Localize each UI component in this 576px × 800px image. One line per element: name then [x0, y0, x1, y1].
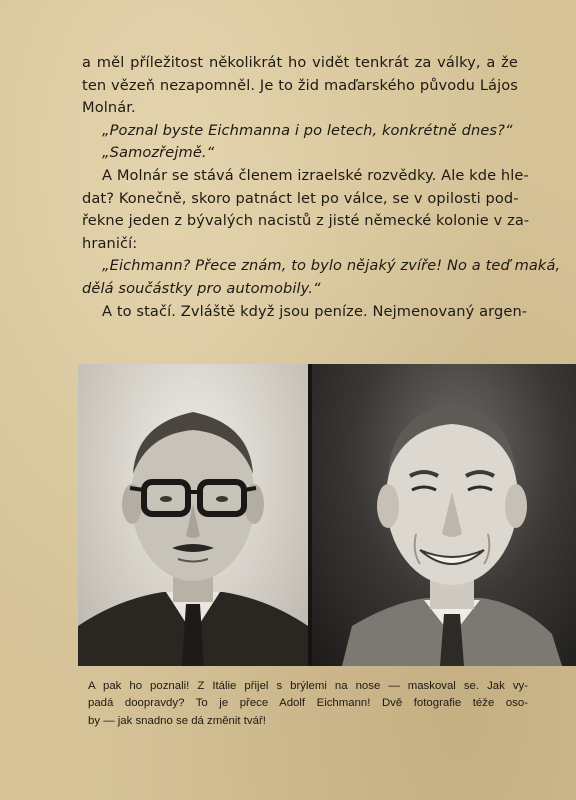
text-line: A to stačí. Zvláště když jsou peníze. Nejmenovaný argen- [102, 302, 528, 320]
text-line: a měl příležitost několikrát ho vidět tenkrát za války, a že [82, 54, 518, 71]
text-line: A Molnár se stává členem izraelské rozvědky. Ale kde hle- [102, 166, 529, 184]
quote-line: „Poznal byste Eichmanna i po letech, konkrétně dnes?“ [102, 121, 513, 139]
text-line: hraničí: [82, 234, 138, 252]
caption-line: A pak ho poznali! Z Itálie přijel s brýlemi na nose — maskoval se. Jak vy- [88, 680, 528, 692]
quote-line: „Eichmann? Přece znám, to bylo nějaký zvíře! No a teď maká, [102, 257, 561, 275]
caption-line: padá doopravdy? To je přece Adolf Eichmann! Dvě fotografie téže oso- [88, 697, 528, 710]
article-text [82, 52, 561, 323]
text-line: dat? Konečně, skoro patnáct let po válce, se v opilosti pod- [82, 189, 519, 207]
portrait-illustration [312, 364, 576, 666]
photo-caption [88, 678, 528, 730]
quote-line: dělá součástky pro automobily.“ [82, 279, 321, 297]
portrait-illustration [78, 364, 308, 666]
portrait-photo-with-glasses [78, 364, 308, 666]
text-line: řekne jeden z bývalých nacistů z jisté německé kolonie v za- [82, 212, 530, 230]
text-line: Molnár. [82, 99, 136, 117]
caption-line: by — jak snadno se dá změnit tvář! [88, 714, 266, 727]
portrait-photo-smiling [312, 364, 576, 666]
photo-pair [78, 364, 576, 666]
quote-line: „Samozřejmě.“ [102, 144, 215, 162]
text-line: ten vězeň nezapomněl. Je to žid maďarského původu Lájos [82, 76, 518, 94]
